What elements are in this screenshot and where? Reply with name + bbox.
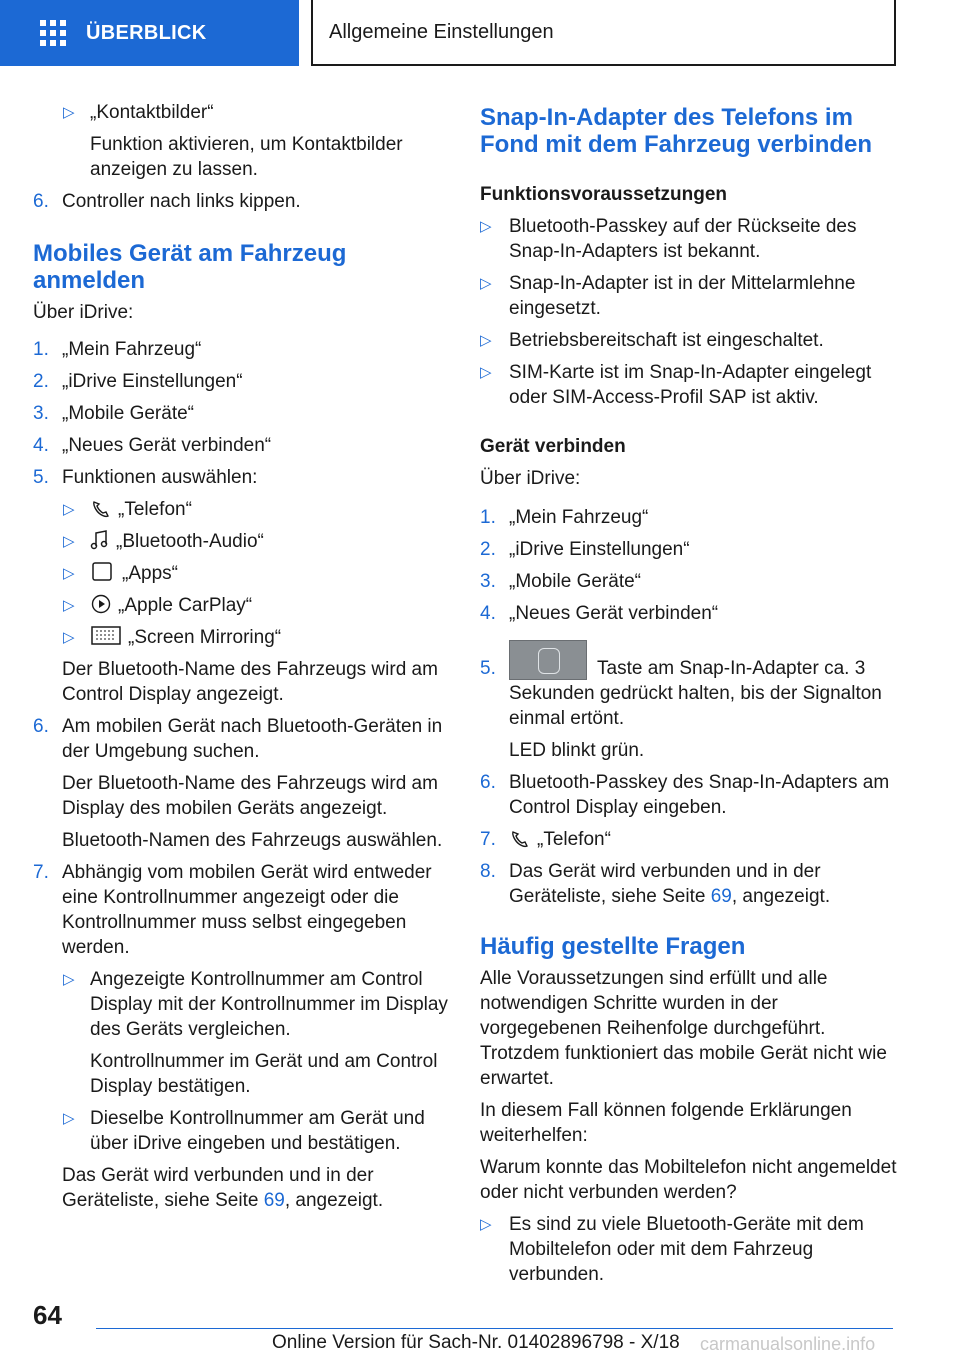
triangle-bullet-icon: ▷ xyxy=(63,597,75,614)
step-text xyxy=(509,827,900,852)
apps-square-icon xyxy=(90,561,116,583)
step-text xyxy=(509,640,900,731)
step-number: 2. xyxy=(480,539,496,560)
step-number: 6. xyxy=(33,191,49,212)
list-item xyxy=(33,714,448,853)
list-item xyxy=(480,640,900,763)
step-text: „Neues Gerät verbinden“ xyxy=(62,435,272,456)
phone-icon xyxy=(509,829,531,849)
function-label: „Bluetooth-Audio“ xyxy=(116,531,264,552)
triangle-bullet-icon: ▷ xyxy=(63,501,75,518)
function-label: „Telefon“ xyxy=(537,829,611,850)
sub-step-text: Dieselbe Kontrollnummer am Gerät und über iDrive eingeben und bestätigen. xyxy=(90,1108,425,1154)
step-number: 8. xyxy=(480,861,496,882)
bluetooth-icon xyxy=(538,648,560,674)
right-column xyxy=(480,100,900,1294)
step-note: Bluetooth-Namen des Fahrzeugs auswählen. xyxy=(62,830,443,851)
list-item xyxy=(480,1212,900,1287)
list-item xyxy=(33,401,448,426)
sub-step-note: Kontrollnummer im Gerät und am Control Display bestätigen. xyxy=(90,1051,438,1097)
prereq-text: Betriebsbereitschaft ist eingeschaltet. xyxy=(509,330,824,351)
section-heading: Snap-In-Adapter des Telefons im Fond mit dem Fahrzeug verbinden xyxy=(480,104,873,158)
list-item xyxy=(33,967,448,1099)
left-column xyxy=(33,100,448,1220)
list-item xyxy=(480,569,900,594)
step-number: 4. xyxy=(33,435,49,456)
subsection-title: Gerät verbinden xyxy=(480,436,626,457)
list-item xyxy=(480,859,900,909)
intro-text: Über iDrive: xyxy=(33,302,134,323)
online-version-note: Online Version für Sach-Nr. 01402896798 - X/18 xyxy=(272,1332,680,1353)
function-label: „Apple CarPlay“ xyxy=(118,595,253,616)
triangle-bullet-icon: ▷ xyxy=(63,1110,75,1127)
function-label: „Apps“ xyxy=(122,563,178,584)
step-text: „Mobile Geräte“ xyxy=(509,571,641,592)
function-label: „Telefon“ xyxy=(118,499,192,520)
triangle-bullet-icon: ▷ xyxy=(63,104,75,121)
step-text xyxy=(509,859,900,909)
section-heading: Mobiles Gerät am Fahrzeug anmelden xyxy=(33,240,347,294)
faq-question: Warum konnte das Mobiltelefon nicht angemeldet oder nicht verbunden werden? xyxy=(480,1157,897,1203)
prereq-text: SIM-Karte ist im Snap-In-Adapter eingelegt oder SIM-Access-Profil SAP ist aktiv. xyxy=(509,362,872,408)
step-text-content: , angezeigt. xyxy=(731,886,831,907)
step-note: Der Bluetooth-Name des Fahrzeugs wird am Display des mobilen Geräts angezeigt. xyxy=(62,773,438,819)
list-item xyxy=(480,505,900,530)
page-link[interactable]: 69 xyxy=(710,886,732,907)
function-item-telefon xyxy=(33,497,448,522)
list-item xyxy=(33,189,448,214)
step-number: 3. xyxy=(480,571,496,592)
step-number: 6. xyxy=(480,772,496,793)
triangle-bullet-icon: ▷ xyxy=(63,565,75,582)
list-item xyxy=(33,1106,448,1156)
triangle-bullet-icon: ▷ xyxy=(480,364,492,381)
list-item xyxy=(480,601,900,626)
function-label: „Kontaktbilder“ xyxy=(90,102,214,123)
section-title: Allgemeine Einstellungen xyxy=(329,20,554,43)
triangle-bullet-icon: ▷ xyxy=(480,218,492,235)
play-circle-icon xyxy=(90,593,112,615)
snap-in-bluetooth-button-image xyxy=(509,640,587,680)
function-item-bluetooth-audio xyxy=(33,529,448,554)
step-text: Am mobilen Gerät nach Bluetooth-Geräten in der Umgebung suchen. xyxy=(62,716,443,762)
step-number: 4. xyxy=(480,603,496,624)
intro-text: Über iDrive: xyxy=(480,468,581,489)
list-item xyxy=(480,770,900,820)
function-description: Funktion aktivieren, um Kontaktbilder anzeigen zu lassen. xyxy=(90,134,403,180)
subsection-title: Funktionsvoraussetzungen xyxy=(480,184,728,205)
step-text: „Mein Fahrzeug“ xyxy=(62,339,202,360)
list-item xyxy=(33,465,448,490)
page-link[interactable]: 69 xyxy=(263,1190,285,1211)
step-number: 7. xyxy=(480,829,496,850)
faq-answer: Es sind zu viele Bluetooth-Geräte mit dem Mobiltelefon oder mit dem Fahrzeug verbunden. xyxy=(509,1214,864,1285)
triangle-bullet-icon: ▷ xyxy=(480,1216,492,1233)
sub-step-text: Angezeigte Kontrollnummer am Control Display mit der Kontrollnummer im Display des Geräts vergleichen. xyxy=(90,969,448,1040)
step-number: 7. xyxy=(33,862,49,883)
step-text: „Mein Fahrzeug“ xyxy=(509,507,649,528)
list-item xyxy=(33,337,448,362)
function-item-apps xyxy=(33,561,448,586)
final-note-text: , angezeigt. xyxy=(284,1190,384,1211)
step-text: „iDrive Einstellungen“ xyxy=(509,539,690,560)
function-label: „Screen Mirroring“ xyxy=(128,627,282,648)
step-text-content: Taste am Snap-In-Adapter ca. 3 Sekunden gedrückt halten, bis der Signalton einmal ertönt. xyxy=(509,658,882,729)
triangle-bullet-icon: ▷ xyxy=(63,971,75,988)
list-item xyxy=(33,433,448,458)
grid-menu-icon xyxy=(40,20,66,46)
prereq-text: Bluetooth-Passkey auf der Rückseite des Snap-In-Adapters ist bekannt. xyxy=(509,216,857,262)
section-heading: Häufig gestellte Fragen xyxy=(480,933,746,960)
watermark: carmanualsonline.info xyxy=(700,1334,876,1354)
final-note-text: Das Gerät wird verbunden und in der Geräteliste, siehe Seite xyxy=(62,1165,374,1211)
step-text: „iDrive Einstellungen“ xyxy=(62,371,243,392)
footer-divider xyxy=(96,1328,893,1329)
step-number: 1. xyxy=(33,339,49,360)
step-text: Abhängig vom mobilen Gerät wird entweder eine Kontrollnummer angezeigt oder die Kontrollnummer muss selbst eingegeben werden. xyxy=(62,862,432,958)
list-item xyxy=(480,271,900,321)
function-item-apple-carplay xyxy=(33,593,448,618)
overview-tab[interactable] xyxy=(0,0,299,66)
section-header xyxy=(311,0,896,66)
step-number: 3. xyxy=(33,403,49,424)
page-number: 64 xyxy=(33,1300,62,1330)
screen-mirroring-icon xyxy=(90,625,122,647)
step-text-content: Das Gerät wird verbunden und in der Geräteliste, siehe Seite xyxy=(509,861,821,907)
step-text: „Neues Gerät verbinden“ xyxy=(509,603,719,624)
step-number: 5. xyxy=(480,658,496,679)
step-number: 5. xyxy=(33,467,49,488)
prereq-text: Snap-In-Adapter ist in der Mittelarmlehne eingesetzt. xyxy=(509,273,856,319)
paragraph: In diesem Fall können folgende Erklärungen weiterhelfen: xyxy=(480,1100,852,1146)
list-item xyxy=(33,860,448,960)
overview-tab-label: ÜBERBLICK xyxy=(86,21,207,44)
list-item xyxy=(33,369,448,394)
step-number: 1. xyxy=(480,507,496,528)
music-note-icon xyxy=(90,529,110,551)
step-text: Funktionen auswählen: xyxy=(62,467,258,488)
phone-icon xyxy=(90,499,112,519)
final-note xyxy=(33,1163,448,1213)
list-item xyxy=(33,100,448,182)
triangle-bullet-icon: ▷ xyxy=(480,275,492,292)
triangle-bullet-icon: ▷ xyxy=(480,332,492,349)
step-note: Der Bluetooth-Name des Fahrzeugs wird am Control Display angezeigt. xyxy=(62,659,438,705)
list-item xyxy=(480,360,900,410)
triangle-bullet-icon: ▷ xyxy=(63,629,75,646)
step-text: „Mobile Geräte“ xyxy=(62,403,194,424)
function-item-screen-mirroring xyxy=(33,625,448,650)
list-item xyxy=(480,214,900,264)
step-number: 6. xyxy=(33,716,49,737)
list-item xyxy=(480,827,900,852)
step-text: Bluetooth-Passkey des Snap-In-Adapters am Control Display eingeben. xyxy=(509,772,890,818)
list-item xyxy=(480,328,900,353)
step-text: Controller nach links kippen. xyxy=(62,191,301,212)
list-item xyxy=(480,537,900,562)
step-note: LED blinkt grün. xyxy=(509,740,645,761)
step-number: 2. xyxy=(33,371,49,392)
paragraph: Alle Voraussetzungen sind erfüllt und alle notwendigen Schritte wurden in der vorgegebenen Reihenfolge durchgeführt. Trotzdem funktioniert das mobile Gerät nicht wie erwartet. xyxy=(480,968,887,1089)
triangle-bullet-icon: ▷ xyxy=(63,533,75,550)
